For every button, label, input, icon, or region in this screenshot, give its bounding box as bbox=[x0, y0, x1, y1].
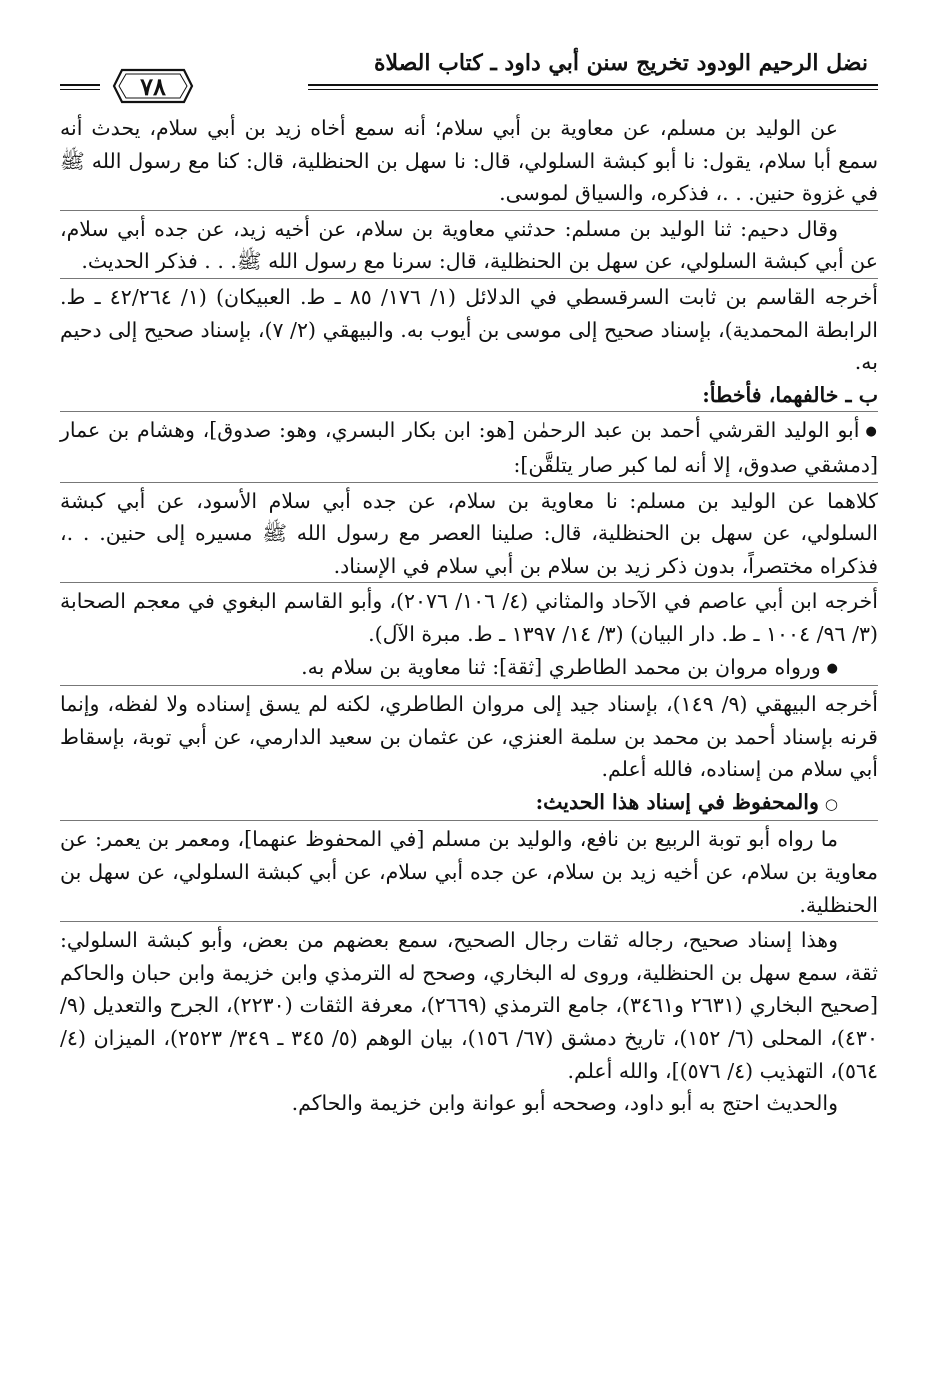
page-number-badge bbox=[112, 66, 194, 106]
paragraph: ورواه مروان بن محمد الطاطري [ثقة]: ثنا معاوية بن سلام به. bbox=[301, 654, 821, 679]
paragraph: ما رواه أبو توبة الربيع بن نافع، والوليد بن مسلم [في المحفوظ عنهما]، ومعمر بن يعمر: عن معاوية بن سلام، عن أخيه زيد بن سلام، عن جده أبي سلام، عن أبي كبشة السلولي، عن سهل بن الحنظلية. bbox=[60, 820, 878, 921]
paragraph: وهذا إسناد صحيح، رجاله ثقات رجال الصحيح، سمع بعضهم من بعض، وأبو كبشة السلولي: ثقة، سمع سهل بن الحنظلية، وروى له البخاري، وصحح له الترمذي وابن خزيمة وابن حبان والحاكم [صحيح البخاري (٢٦٣١ و٣٤٦١)، جامع الترمذي (٢٦٦٩)، معرفة الثقات (٢٢٣٠)، الجرح والتعديل (٩/ ٤٣٠)، المحلى (٦/ ١٥٢)، تاريخ دمشق (٦٧/ ١٥٦)، بيان الوهم (٥/ ٣٤٥ ـ ٣٤٩/ ٢٥٢٣)، الميزان (٤/ ٥٦٤)، التهذيب (٤/ ٥٧٦)]، والله أعلم. bbox=[60, 921, 878, 1087]
paragraph: أخرجه البيهقي (٩/ ١٤٩)، بإسناد جيد إلى مروان الطاطري، لكنه لم يسق إسناده ولا لفظه، وإنما قرنه بإسناد أحمد بن محمد بن سلمة العنزي، عن عثمان بن سعيد الدارمي، عن أبي توبة، بإسقاط أبي سلام من إسناده، فالله أعلم. bbox=[60, 685, 878, 786]
paragraph: وقال دحيم: ثنا الوليد بن مسلم: حدثني معاوية بن سلام، عن أخيه زيد، عن جده أبي سلام، عن أبي كبشة السلولي، عن سهل بن الحنظلية، قال: سرنا مع رسول الله ﷺ. . . فذكر الحديث. bbox=[60, 210, 878, 278]
paragraph: أخرجه ابن أبي عاصم في الآحاد والمثاني (٤/ ١٠٦/ ٢٠٧٦)، وأبو القاسم البغوي في معجم الصحابة (٣/ ٩٦/ ١٠٠٤ ـ ط. دار البيان) (٣/ ١٤/ ١٣٩٧ ـ ط. مبرة الآل). bbox=[60, 582, 878, 650]
paragraph: عن الوليد بن مسلم، عن معاوية بن أبي سلام؛ أنه سمع أخاه زيد بن أبي سلام، يحدث أنه سمع أبا سلام، يقول: نا أبو كبشة السلولي، قال: نا سهل بن الحنظلية، قال: كنا مع رسول الله ﷺ في غزوة حنين. . .، فذكره، والسياق لموسى. bbox=[60, 116, 878, 206]
paragraph: كلاهما عن الوليد بن مسلم: نا معاوية بن سلام، عن جده أبي سلام الأسود، عن أبي كبشة السلولي، عن سهل بن الحنظلية، قال: صلينا العصر مع رسول الله ﷺ مسيره إلى حنين. . .، فذكراه مختصراً، بدون ذكر زيد بن سلام بن أبي سلام في الإسناد. bbox=[60, 482, 878, 583]
header-rule-left bbox=[60, 84, 100, 90]
bullet-icon bbox=[859, 418, 878, 442]
circle-icon bbox=[819, 790, 838, 814]
narrator-item bbox=[60, 651, 878, 686]
body-text bbox=[60, 112, 878, 1120]
running-title: نضل الرحيم الودود تخريج سنن أبي داود ـ كتاب الصلاة bbox=[373, 50, 868, 76]
paragraph: أبو الوليد القرشي أحمد بن عبد الرحمٰن [هو: ابن بكار البسري، وهو: صدوق]، وهشام بن عمار [دمشقي صدوق، إلا أنه لما كبر صار يتلقَّن]: bbox=[60, 418, 878, 477]
section-heading bbox=[60, 786, 878, 821]
paragraph: أخرجه القاسم بن ثابت السرقسطي في الدلائل (١/ ١٧٦/ ٨٥ ـ ط. العبيكان) (١/ ٤٢/٢٦٤ ـ ط. الرابطة المحمدية)، بإسناد صحيح إلى موسى بن أيوب به. والبيهقي (٢/ ٧)، بإسناد صحيح إلى دحيم به. bbox=[60, 278, 878, 379]
paragraph: والحديث احتج به أبو داود، وصححه أبو عوانة وابن خزيمة والحاكم. bbox=[291, 1091, 838, 1116]
section-heading-text: والمحفوظ في إسناد هذا الحديث: bbox=[535, 789, 819, 814]
page-number: ٧٨ bbox=[140, 71, 166, 101]
section-heading bbox=[60, 379, 878, 412]
header-rule bbox=[308, 84, 878, 90]
narrator-item bbox=[60, 411, 878, 481]
page-header bbox=[60, 40, 878, 112]
bullet-icon bbox=[821, 655, 838, 679]
section-heading-text: ب ـ خالفهما، فأخطأ: bbox=[702, 382, 878, 407]
page bbox=[60, 40, 878, 1377]
